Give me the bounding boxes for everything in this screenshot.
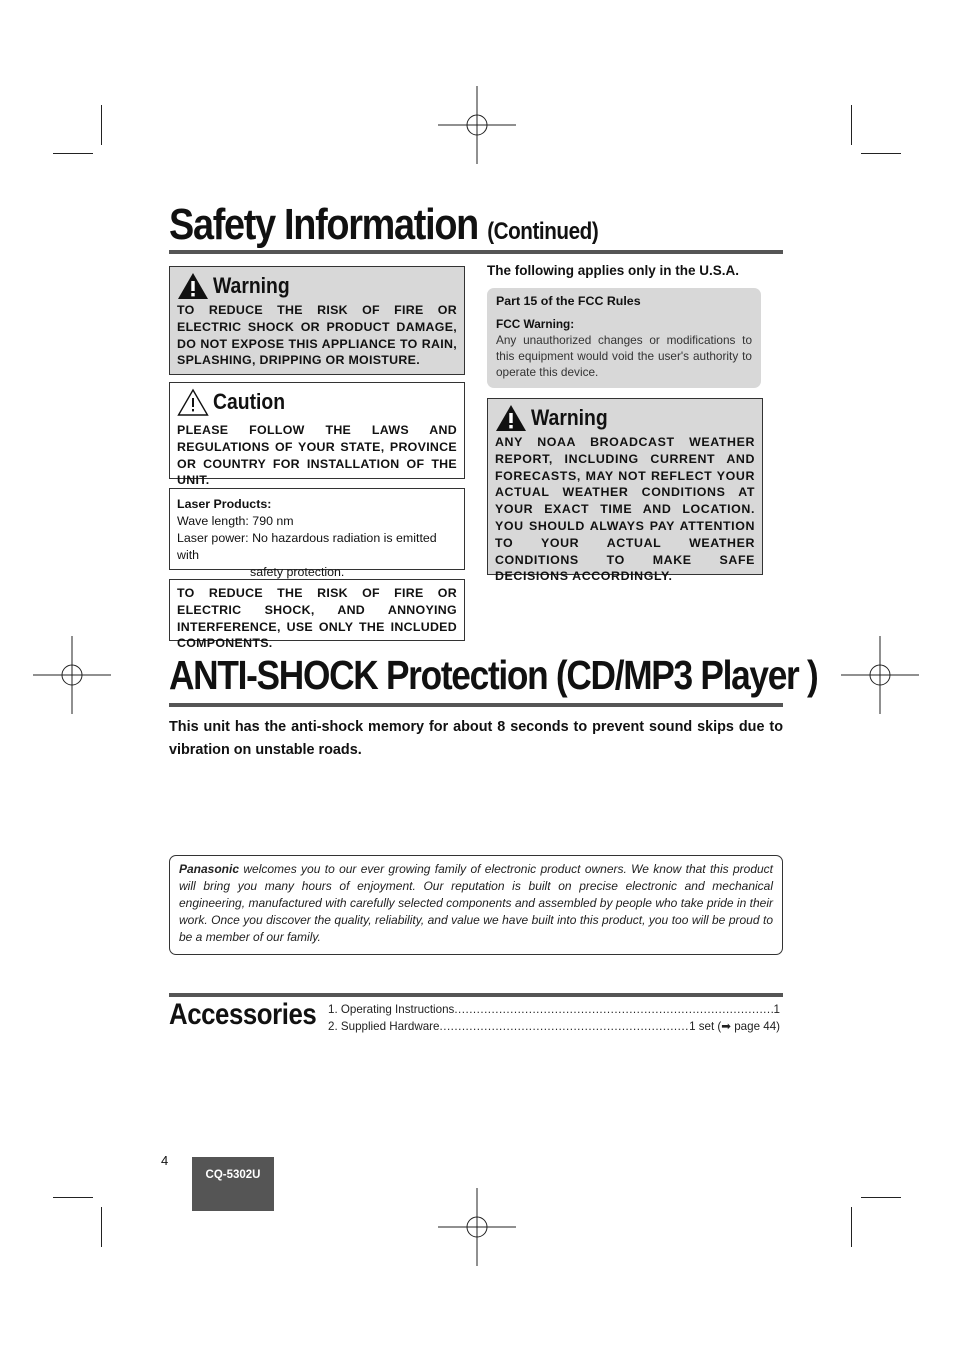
fcc-title: Part 15 of the FCC Rules xyxy=(496,294,641,308)
noaa-warning-title: Warning xyxy=(531,405,608,430)
antishock-text: This unit has the anti-shock memory for about 8 seconds to prevent sound skips due to vibration on unstable roads. xyxy=(169,719,783,758)
accessory-item xyxy=(328,1001,780,1018)
welcome-text: welcomes you to our ever growing family of electronic product owners. We know that this product will bring you many hours of enjoyment. Our reputation is built on precise electronic and mechanical engineering, manufactured with carefully selected components and assembled by people who take pride in their work. Once you discover the quality, reliability, and value we have built into this product, you too will be proud to be a member of our family. xyxy=(179,862,773,944)
welcome-brand: Panasonic xyxy=(179,862,240,876)
registration-mark-icon xyxy=(841,636,919,714)
accessory-label: 1. Operating Instructions xyxy=(328,1003,455,1016)
noaa-warning-header xyxy=(495,404,755,432)
accessory-item xyxy=(328,1018,780,1035)
noaa-warning-text: ANY NOAA BROADCAST WEATHER REPORT, INCLUDING CURRENT AND FORECASTS, MAY NOT REFLECT YOUR ACTUAL WEATHER CONDITIONS AT YOUR EXACT TIME AND LOCATION. YOU SHOULD ALWAYS PAY ATTENTION TO YOUR ACTUAL WEATHER CONDITIONS TO MAKE SAFE DECISIONS ACCORDINGLY. xyxy=(495,435,755,584)
crop-mark xyxy=(53,153,93,154)
caution-triangle-icon xyxy=(177,388,209,416)
crop-mark xyxy=(53,1197,93,1198)
warning-triangle-icon xyxy=(495,404,527,432)
caution-box xyxy=(169,382,465,488)
fcc-text: Any unauthorized changes or modifications to this equipment would void the user's authority to operate this device. xyxy=(496,333,752,379)
crop-mark xyxy=(851,1207,852,1247)
accessory-label: 2. Supplied Hardware xyxy=(328,1020,440,1033)
title-rule xyxy=(169,250,783,254)
page-number: 4 xyxy=(161,1153,169,1168)
page-title xyxy=(169,200,598,250)
registration-mark-icon xyxy=(438,1188,516,1266)
fcc-box xyxy=(487,288,761,388)
laser-wavelength: Wave length: 790 nm xyxy=(177,514,294,528)
laser-power-cont: safety protection. xyxy=(250,565,345,579)
page-title-suffix: (Continued) xyxy=(487,218,599,245)
warning-box xyxy=(169,266,465,375)
accessories-list xyxy=(328,1001,780,1035)
accessory-qty: 1 xyxy=(773,1003,780,1016)
laser-power-text: No hazardous radiation is emitted with xyxy=(177,531,437,562)
registration-mark-icon xyxy=(438,86,516,164)
model-tab xyxy=(192,1157,274,1211)
caution-title: Caution xyxy=(213,389,286,414)
warning-title: Warning xyxy=(213,273,290,298)
caution-header xyxy=(177,388,457,416)
warning-header xyxy=(177,272,457,300)
antishock-title: ANTI-SHOCK Protection (CD/MP3 Player ) xyxy=(169,652,818,698)
page-title-text: Safety Information xyxy=(169,200,478,249)
crop-mark xyxy=(851,105,852,145)
crop-mark xyxy=(101,105,102,145)
leader-dots xyxy=(440,1018,690,1035)
crop-mark xyxy=(101,1207,102,1247)
registration-mark-icon xyxy=(33,636,111,714)
caution-text: PLEASE FOLLOW THE LAWS AND REGULATIONS OF YOUR STATE, PROVINCE OR COUNTRY FOR INSTALLATION OF THE UNIT. xyxy=(177,423,457,488)
crop-mark xyxy=(861,153,901,154)
antishock-rule xyxy=(169,703,783,707)
accessories-title: Accessories xyxy=(169,998,317,1031)
laser-heading: Laser Products: xyxy=(177,497,272,511)
interference-box xyxy=(169,579,465,651)
accessories-rule xyxy=(169,993,783,997)
laser-power xyxy=(177,530,457,564)
crop-mark xyxy=(861,1197,901,1198)
laser-power-label: Laser power: xyxy=(177,531,249,545)
laser-box xyxy=(169,488,465,579)
noaa-warning-box xyxy=(487,398,763,584)
leader-dots xyxy=(454,1001,773,1018)
model-number: CQ-5302U xyxy=(205,1169,261,1181)
welcome-box xyxy=(169,855,783,955)
usa-heading: The following applies only in the U.S.A. xyxy=(487,263,740,278)
warning-triangle-icon xyxy=(177,272,209,300)
fcc-warning-label: FCC Warning: xyxy=(496,317,575,331)
accessory-qty: 1 set (➡ page 44) xyxy=(689,1020,780,1033)
interference-text: TO REDUCE THE RISK OF FIRE OR ELECTRIC SHOCK, AND ANNOYING INTERFERENCE, USE ONLY THE INCLUDED COMPONENTS. xyxy=(177,586,457,651)
warning-text: TO REDUCE THE RISK OF FIRE OR ELECTRIC SHOCK OR PRODUCT DAMAGE, DO NOT EXPOSE THIS APPLIANCE TO RAIN, SPLASHING, DRIPPING OR MOISTURE. xyxy=(177,303,457,368)
